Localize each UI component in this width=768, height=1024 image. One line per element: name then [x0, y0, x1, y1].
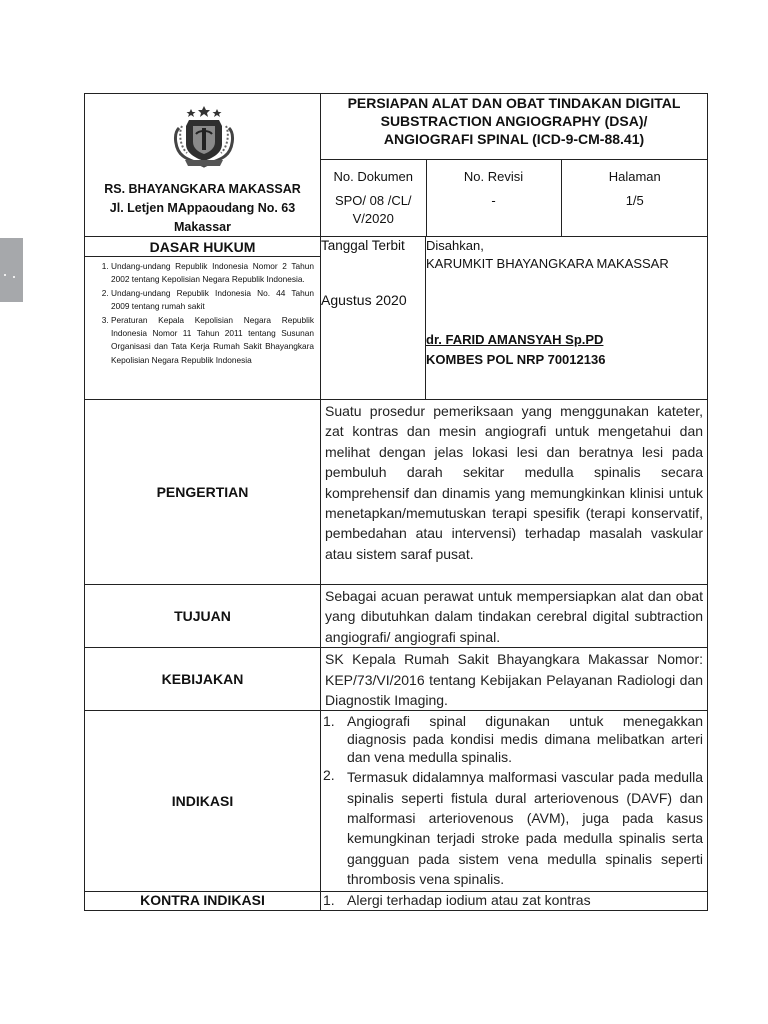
legal-basis-item: 1. Undang-undang Republik Indonesia Nomor 2 Tahun 2002 tentang Kepolisian Negara Republik Indonesia.: [111, 260, 314, 287]
police-emblem-icon: [165, 104, 243, 170]
issue-date-cell: [321, 237, 426, 400]
signatory-rank: KOMBES POL NRP 70012136: [426, 352, 606, 367]
indikasi-label: INDIKASI: [85, 711, 321, 891]
kebijakan-label: KEBIJAKAN: [85, 648, 321, 711]
tujuan-label: TUJUAN: [85, 585, 321, 648]
indikasi-list: [321, 713, 707, 889]
revision-cell: No. Revisi -: [426, 160, 561, 236]
kontra-indikasi-label: KONTRA INDIKASI: [85, 891, 321, 911]
sop-document-table: [84, 93, 708, 911]
document-title: PERSIAPAN ALAT DAN OBAT TINDAKAN DIGITAL SUBSTRACTION ANGIOGRAPHY (DSA)/ ANGIOGRAFI SPINAL (ICD-9-CM-88.41): [321, 94, 708, 160]
side-scroll-tab[interactable]: [0, 238, 23, 302]
doc-number-cell: No. Dokumen SPO/ 08 /CL/ V/2020: [321, 160, 426, 236]
kontra-indikasi-cell: [321, 891, 708, 911]
hospital-city: Makassar: [174, 220, 231, 234]
legal-basis-cell: [85, 237, 321, 400]
legal-basis-list: [85, 260, 320, 367]
indikasi-item: 1. Angiografi spinal digunakan untuk menegakkan diagnosis pada kondisi medis dimana melibatkan arteri dan vena medulla spinalis.: [323, 713, 704, 765]
legal-basis-item: 3. Peraturan Kepala Kepolisian Negara Republik Indonesia Nomor 11 Tahun 2011 tentang Susunan Organisasi dan Tata Kerja Rumah Sakit Bhayangkara Kepolisian Negara Republik Indonesia: [111, 314, 314, 368]
hospital-address: Jl. Letjen MAppaoudang No. 63: [109, 201, 296, 215]
hospital-name-block: [85, 180, 320, 237]
legal-basis-title: DASAR HUKUM: [85, 237, 320, 257]
hospital-name: RS. BHAYANGKARA MAKASSAR: [104, 182, 301, 196]
legal-basis-item: 2. Undang-undang Republik Indonesia No. 44 Tahun 2009 tentang rumah sakit: [111, 287, 314, 314]
issue-date-value: Agustus 2020: [321, 292, 407, 308]
pengertian-label: PENGERTIAN: [85, 400, 321, 585]
approval-label: Disahkan,: [426, 238, 484, 253]
hospital-identity-cell: [85, 94, 321, 237]
kontra-indikasi-item: 1. Alergi terhadap iodium atau zat kontras: [323, 891, 591, 908]
document-meta-row: [321, 160, 708, 237]
pengertian-text: Suatu prosedur pemeriksaan yang menggunakan kateter, zat kontras dan mesin angiografi untuk mengetahui dan melihat dengan jelas lokasi lesi dan beratnya lesi pada pembuluh darah sekitar medulla spinalis secara komprehensif dan dinamis yang memungkinkan klinisi untuk menetapkan/memutuskan terapi spesifik (terapi konservatif, pembedahan atau intervensi) terhadap masalah vaskular atau sistem saraf pusat.: [321, 400, 708, 585]
approval-cell: [426, 237, 708, 400]
page-cell: Halaman 1/5: [608, 169, 661, 209]
tujuan-text: Sebagai acuan perawat untuk mempersiapkan alat dan obat yang dibutuhkan dalam tindakan cerebral digital subtraction angiografi/ angiografi spinal.: [321, 585, 708, 648]
kebijakan-text: SK Kepala Rumah Sakit Bhayangkara Makassar Nomor: KEP/73/VI/2016 tentang Kebijakan Pelayanan Radiologi dan Diagnostik Imaging.: [321, 648, 708, 711]
indikasi-item: 2. Termasuk didalamnya malformasi vascular pada medulla spinalis seperti fistula dural arteriovenous (DAVF) dan malformasi arteriovenous (AVM), juga pada kasus kemungkinan terjadi stroke pada medulla spinalis serta gangguan pada sistem vena medulla spinalis seperti thrombosis vena spinalis.: [323, 767, 704, 888]
issue-date-label: Tanggal Terbit: [321, 238, 405, 253]
indikasi-cell: [321, 711, 708, 891]
signatory-name: dr. FARID AMANSYAH Sp.PD: [426, 332, 604, 347]
approval-office: KARUMKIT BHAYANGKARA MAKASSAR: [426, 256, 669, 271]
kontra-indikasi-list: [321, 892, 707, 910]
